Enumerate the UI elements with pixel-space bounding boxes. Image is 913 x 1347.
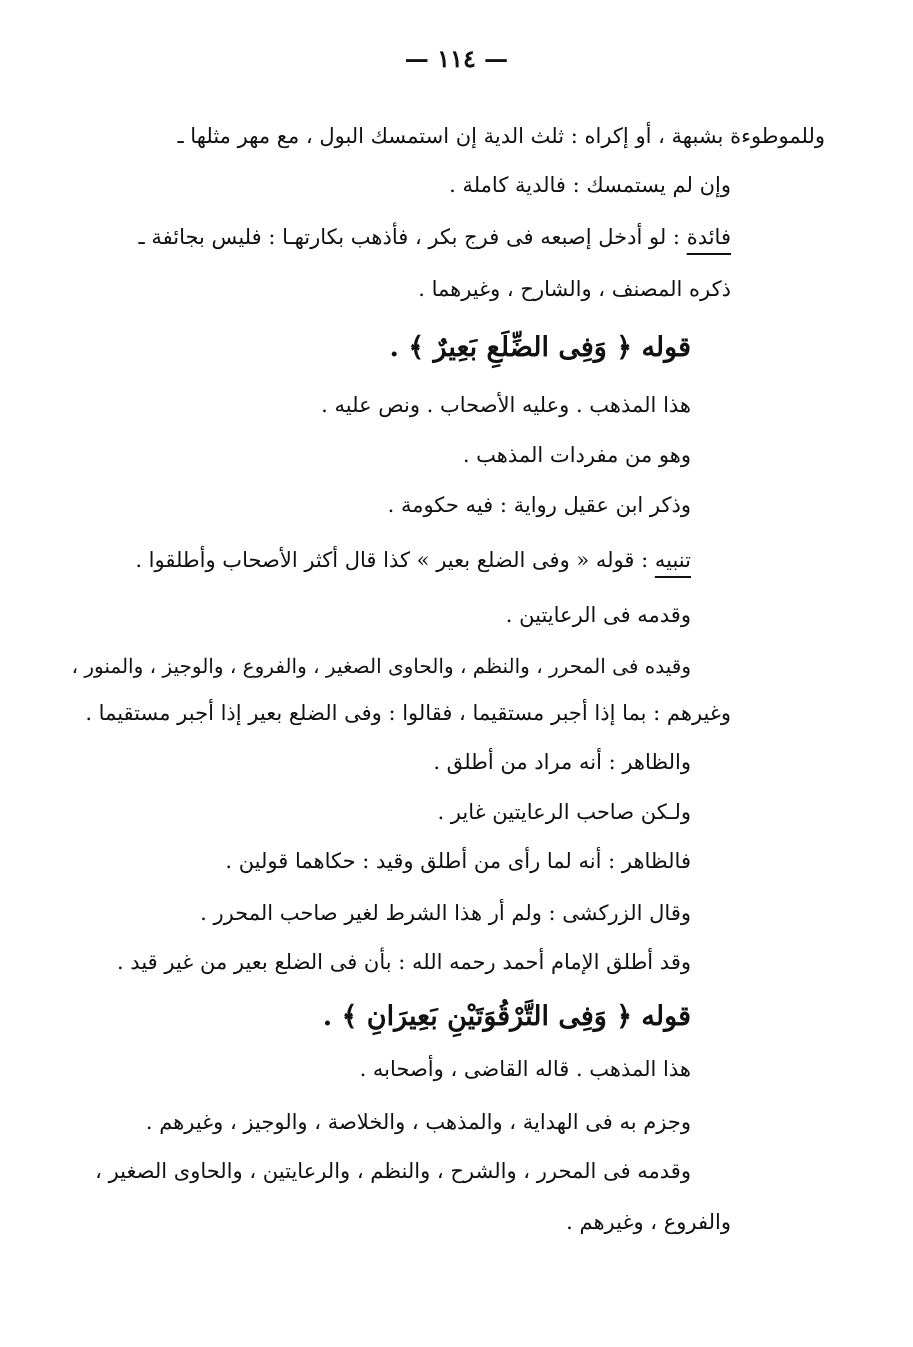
text-line: فالظاهر : أنه لما رأى من أطلق وقيد : حكاهما قولين .: [225, 849, 691, 873]
text-line: وغيرهم : بما إذا أجبر مستقيما ، فقالوا : وفى الضلع بعير إذا أجبر مستقيما .: [85, 701, 731, 725]
text-line: وقدمه فى الرعايتين .: [505, 603, 691, 627]
text-line: وقيده فى المحرر ، والنظم ، والحاوى الصغير ، والفروع ، والوجيز ، والمنور ،: [71, 654, 691, 678]
text-line: تنبيه : قوله « وفى الضلع بعير » كذا قال أكثر الأصحاب وأطلقوا .: [135, 548, 691, 572]
text-line: والفروع ، وغيرهم .: [566, 1210, 731, 1234]
text-line: وذكر ابن عقيل رواية : فيه حكومة .: [387, 493, 691, 517]
text-line: والظاهر : أنه مراد من أطلق .: [433, 750, 691, 774]
text-line: وقد أطلق الإمام أحمد رحمه الله : بأن فى الضلع بعير من غير قيد .: [116, 950, 691, 974]
text-line: هذا المذهب . قاله القاضى ، وأصحابه .: [359, 1057, 691, 1081]
text-line: وللموطوءة بشبهة ، أو إكراه : ثلث الدية إن استمسك البول ، مع مهر مثلها ـ: [177, 124, 825, 148]
note-label: تنبيه: [654, 548, 691, 572]
text-line: وقال الزركشى : ولم أر هذا الشرط لغير صاحب المحرر .: [200, 901, 691, 925]
text-line: فائدة : لو أدخل إصبعه فى فرج بكر ، فأذهب بكارتهـا : فليس بجائفة ـ: [138, 225, 731, 249]
text-line: وإن لم يستمسك : فالدية كاملة .: [449, 173, 731, 197]
text-line: ذكره المصنف ، والشارح ، وغيرهما .: [418, 277, 731, 301]
text-line: هذا المذهب . وعليه الأصحاب . ونص عليه .: [321, 393, 691, 417]
text-line: وهو من مفردات المذهب .: [462, 443, 691, 467]
section-heading: قوله ﴿ وَفِى التَّرْقُوَتَيْنِ بَعِيرَانِ ﴾ .: [322, 1001, 691, 1032]
text-line: وقدمه فى المحرر ، والشرح ، والنظم ، والرعايتين ، والحاوى الصغير ،: [95, 1159, 691, 1183]
text-line: وجزم به فى الهداية ، والمذهب ، والخلاصة ، والوجيز ، وغيرهم .: [145, 1110, 691, 1134]
text-line: ولـكن صاحب الرعايتين غاير .: [437, 800, 691, 824]
section-heading: قوله ﴿ وَفِى الضِّلَعِ بَعِيرٌ ﴾ .: [389, 332, 691, 363]
page-number: — ١١٤ —: [404, 44, 509, 73]
note-label: فائدة: [686, 225, 731, 249]
